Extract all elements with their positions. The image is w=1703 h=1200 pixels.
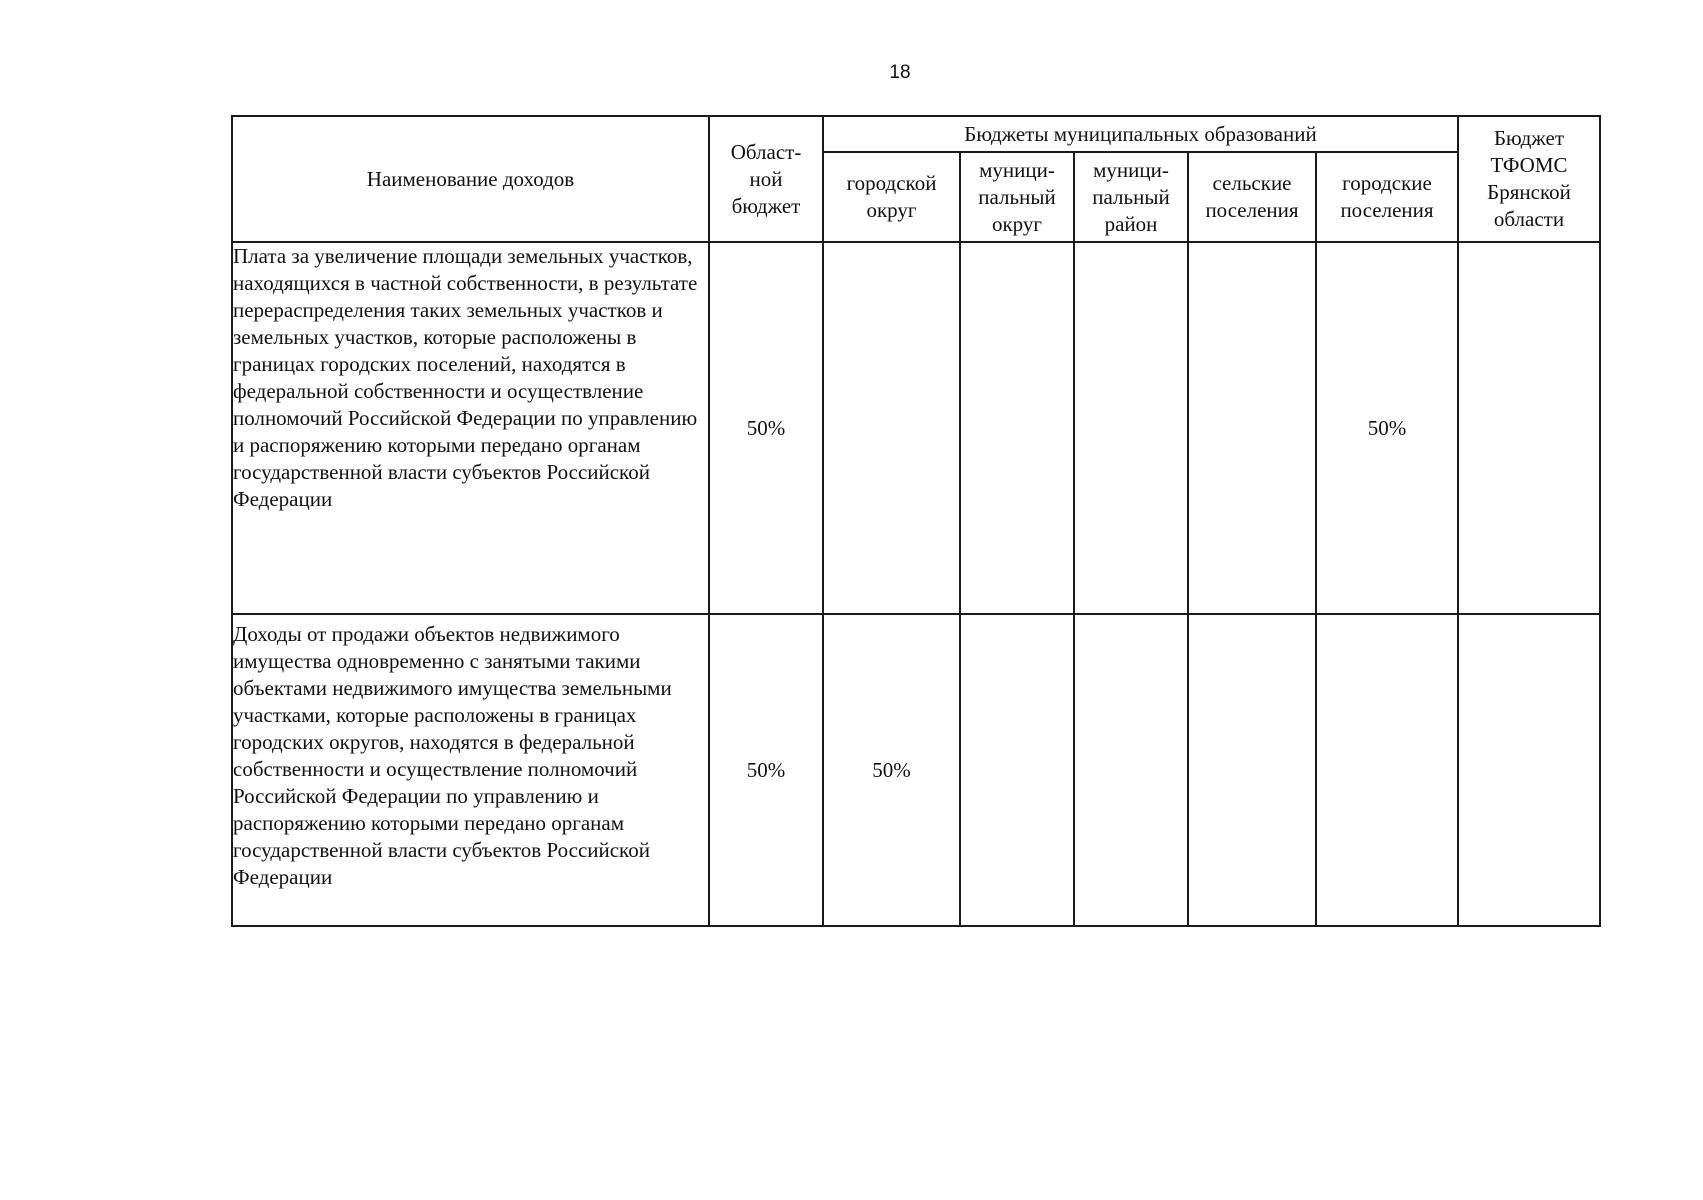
- table-row: [232, 614, 1600, 926]
- header-income-name: Наименование доходов: [232, 116, 709, 242]
- municipal-okrug-cell: [960, 614, 1074, 926]
- header-city-district: городской округ: [823, 152, 960, 242]
- city-district-cell: [823, 242, 960, 614]
- header-regional-budget: Област- ной бюджет: [709, 116, 823, 242]
- table-row: [232, 242, 1600, 614]
- regional-budget-cell: 50%: [709, 614, 823, 926]
- urban-settlements-cell: 50%: [1316, 242, 1458, 614]
- regional-budget-cell: 50%: [709, 242, 823, 614]
- header-municipal-budgets: Бюджеты муниципальных образований: [823, 116, 1458, 152]
- rural-settlements-cell: [1188, 614, 1316, 926]
- header-urban-settlements: городские поселения: [1316, 152, 1458, 242]
- header-municipal-okrug: муници- пальный округ: [960, 152, 1074, 242]
- rural-settlements-cell: [1188, 242, 1316, 614]
- page-number: 18: [889, 62, 911, 83]
- tfoms-budget-cell: [1458, 614, 1600, 926]
- income-distribution-table: [231, 115, 1601, 927]
- tfoms-budget-cell: [1458, 242, 1600, 614]
- urban-settlements-cell: [1316, 614, 1458, 926]
- municipal-rayon-cell: [1074, 242, 1188, 614]
- income-name-cell: Плата за увеличение площади земельных участков, находящихся в частной собственности, в результате перераспределения таких земельных участков и земельных участков, которые расположены в границах городских поселений, находятся в федеральной собственности и осуществление полномочий Российской Федерации по управлению и распоряжению которыми передано органам государственной власти субъектов Российской Федерации: [232, 242, 709, 614]
- header-rural-settlements: сельские поселения: [1188, 152, 1316, 242]
- city-district-cell: 50%: [823, 614, 960, 926]
- municipal-okrug-cell: [960, 242, 1074, 614]
- header-municipal-rayon: муници- пальный район: [1074, 152, 1188, 242]
- header-tfoms-budget: Бюджет ТФОМС Брянской области: [1458, 116, 1600, 242]
- income-name-cell: Доходы от продажи объектов недвижимого имущества одновременно с занятыми такими объектами недвижимого имущества земельными участками, которые расположены в границах городских округов, находятся в федеральной собственности и осуществление полномочий Российской Федерации по управлению и распоряжению которыми передано органам государственной власти субъектов Российской Федерации: [232, 614, 709, 926]
- municipal-rayon-cell: [1074, 614, 1188, 926]
